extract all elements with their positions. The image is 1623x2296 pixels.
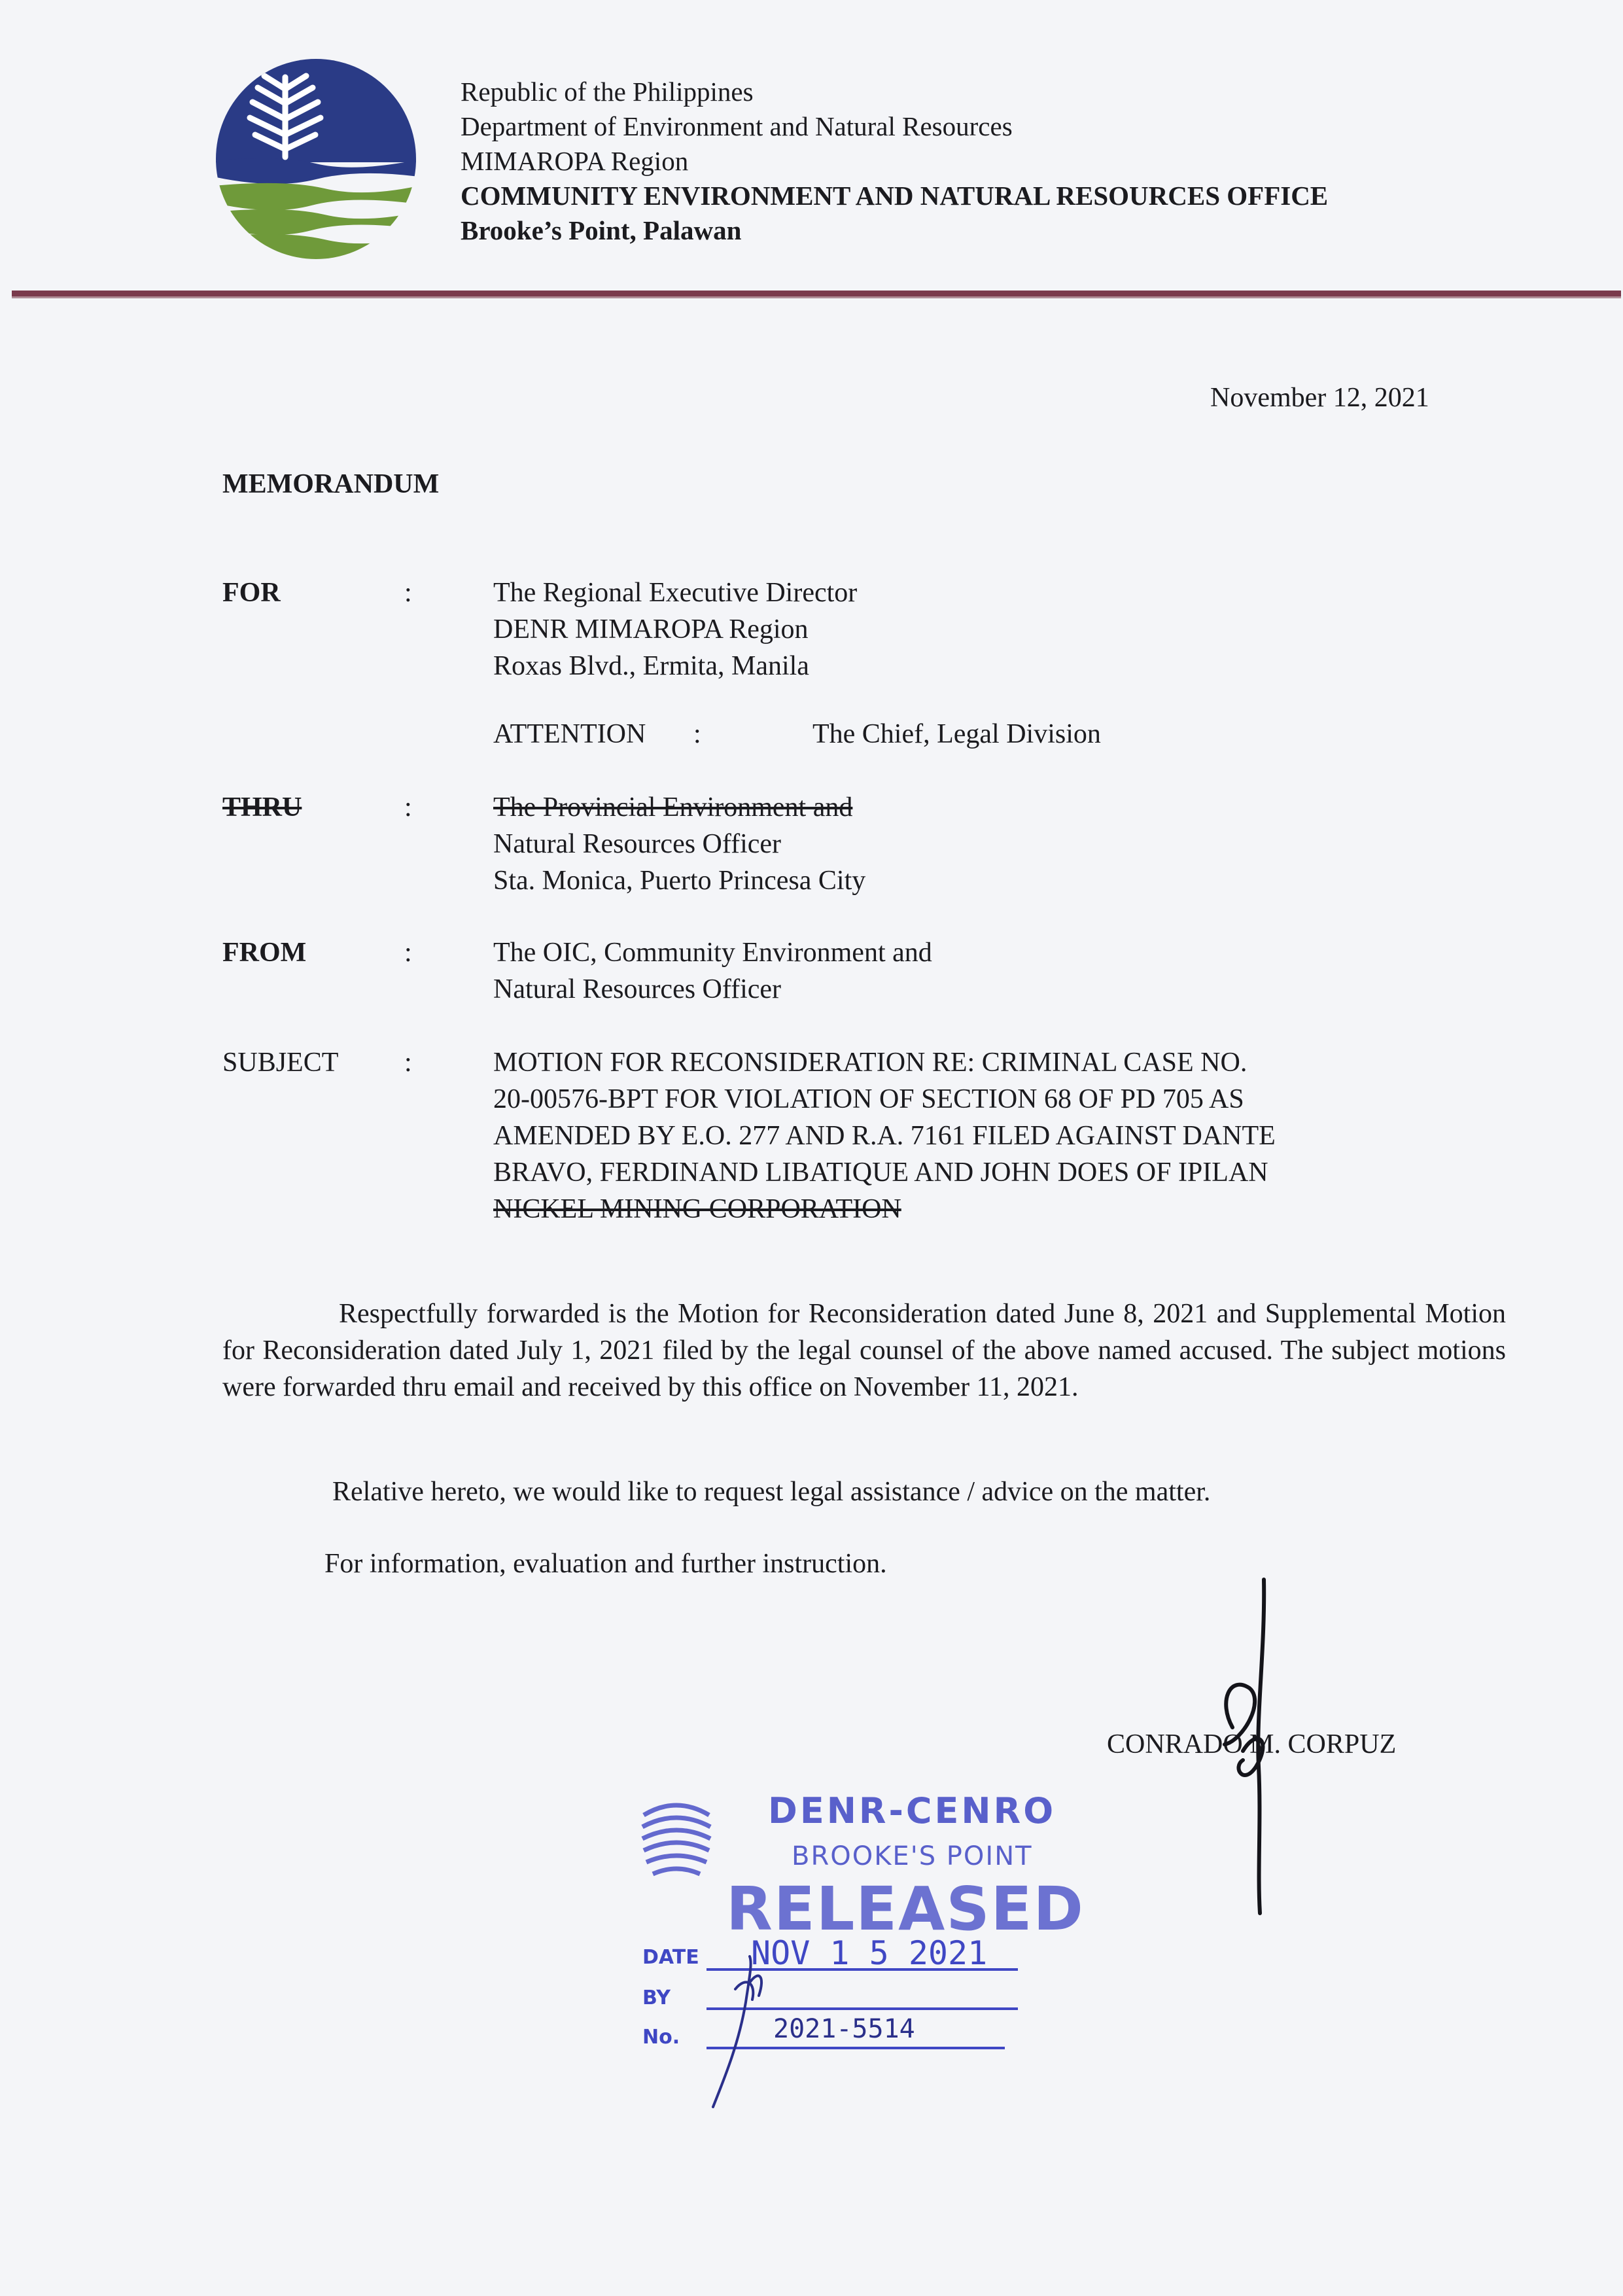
stamp-date-value: NOV 1 5 2021 — [751, 1934, 988, 1972]
from-label: FROM — [222, 938, 307, 968]
for-label: FOR — [222, 578, 281, 608]
stamp-by-line — [707, 2007, 1018, 2010]
subject-text — [493, 1044, 1276, 1227]
header-rule — [12, 291, 1621, 296]
from-colon: : — [404, 938, 412, 968]
from-line: Natural Resources Officer — [493, 974, 782, 1004]
for-line: Roxas Blvd., Ermita, Manila — [493, 651, 809, 681]
subject-line: 20-00576-BPT FOR VIOLATION OF SECTION 68 OF PD 705 AS — [493, 1084, 1244, 1114]
attention-value: The Chief, Legal Division — [812, 719, 1101, 749]
stamp-no-label: No. — [642, 2026, 680, 2049]
stamp-no-line — [707, 2047, 1005, 2049]
thru-label: THRU — [222, 792, 302, 822]
body-paragraph-3: For information, evaluation and further instruction. — [324, 1549, 887, 1579]
for-line: The Regional Executive Director — [493, 578, 858, 608]
subject-line: NICKEL MINING CORPORATION — [493, 1194, 901, 1224]
stamp-office: DENR-CENRO — [768, 1790, 1056, 1831]
thru-line: Natural Resources Officer — [493, 829, 782, 859]
signatory-name: CONRADO M. CORPUZ — [1107, 1729, 1397, 1759]
stamp-number-value: 2021-5514 — [773, 2014, 915, 2044]
released-stamp — [628, 1780, 1085, 2120]
letterhead-location: Brooke’s Point, Palawan — [461, 215, 742, 245]
subject-label: SUBJECT — [222, 1048, 339, 1078]
letterhead-department: Department of Environment and Natural Resources — [461, 111, 1013, 141]
subject-line: AMENDED BY E.O. 277 AND R.A. 7161 FILED AGAINST DANTE — [493, 1121, 1276, 1151]
body-paragraph-1 — [222, 1296, 1506, 1405]
body-paragraph-2: Relative hereto, we would like to request legal assistance / advice on the matter. — [332, 1477, 1211, 1507]
from-sender — [493, 934, 932, 1008]
thru-colon: : — [404, 792, 412, 822]
letterhead — [461, 75, 1328, 248]
letterhead-region: MIMAROPA Region — [461, 146, 689, 176]
stamp-status: RELEASED — [726, 1874, 1085, 1944]
body-paragraph-1-text: Respectfully forwarded is the Motion for Reconsideration dated June 8, 2021 and Supplemental Motion for Reconsideration dated July 1, 2021 filed by the legal counsel of the above named accused. The subject motions were forwarded thru email and received by this office on November 11, 2021. — [222, 1299, 1506, 1402]
for-colon: : — [404, 578, 412, 608]
for-line: DENR MIMAROPA Region — [493, 614, 809, 645]
attention-colon: : — [693, 719, 701, 749]
subject-line: BRAVO, FERDINAND LIBATIQUE AND JOHN DOES OF IPILAN — [493, 1157, 1268, 1188]
stamp-date-label: DATE — [642, 1946, 699, 1969]
subject-line: MOTION FOR RECONSIDERATION RE: CRIMINAL CASE NO. — [493, 1048, 1248, 1078]
stamp-by-label: BY — [642, 1987, 671, 2009]
for-recipient — [493, 574, 857, 684]
denr-logo-icon — [213, 58, 419, 260]
stamp-place: BROOKE'S POINT — [792, 1841, 1033, 1871]
thru-line: Sta. Monica, Puerto Princesa City — [493, 866, 866, 896]
letterhead-republic: Republic of the Philippines — [461, 77, 754, 107]
attention-label: ATTENTION — [493, 719, 646, 749]
from-line: The OIC, Community Environment and — [493, 938, 932, 968]
thru-line: The Provincial Environment and — [493, 792, 853, 822]
memo-title: MEMORANDUM — [222, 469, 440, 499]
subject-colon: : — [404, 1048, 412, 1078]
attention-block — [493, 718, 1101, 750]
thru-recipient — [493, 789, 865, 899]
memo-date: November 12, 2021 — [1210, 383, 1429, 413]
header-rule-shadow — [12, 296, 1621, 298]
letterhead-office: COMMUNITY ENVIRONMENT AND NATURAL RESOURCES OFFICE — [461, 181, 1329, 211]
stamp-logo-icon — [637, 1789, 716, 1887]
